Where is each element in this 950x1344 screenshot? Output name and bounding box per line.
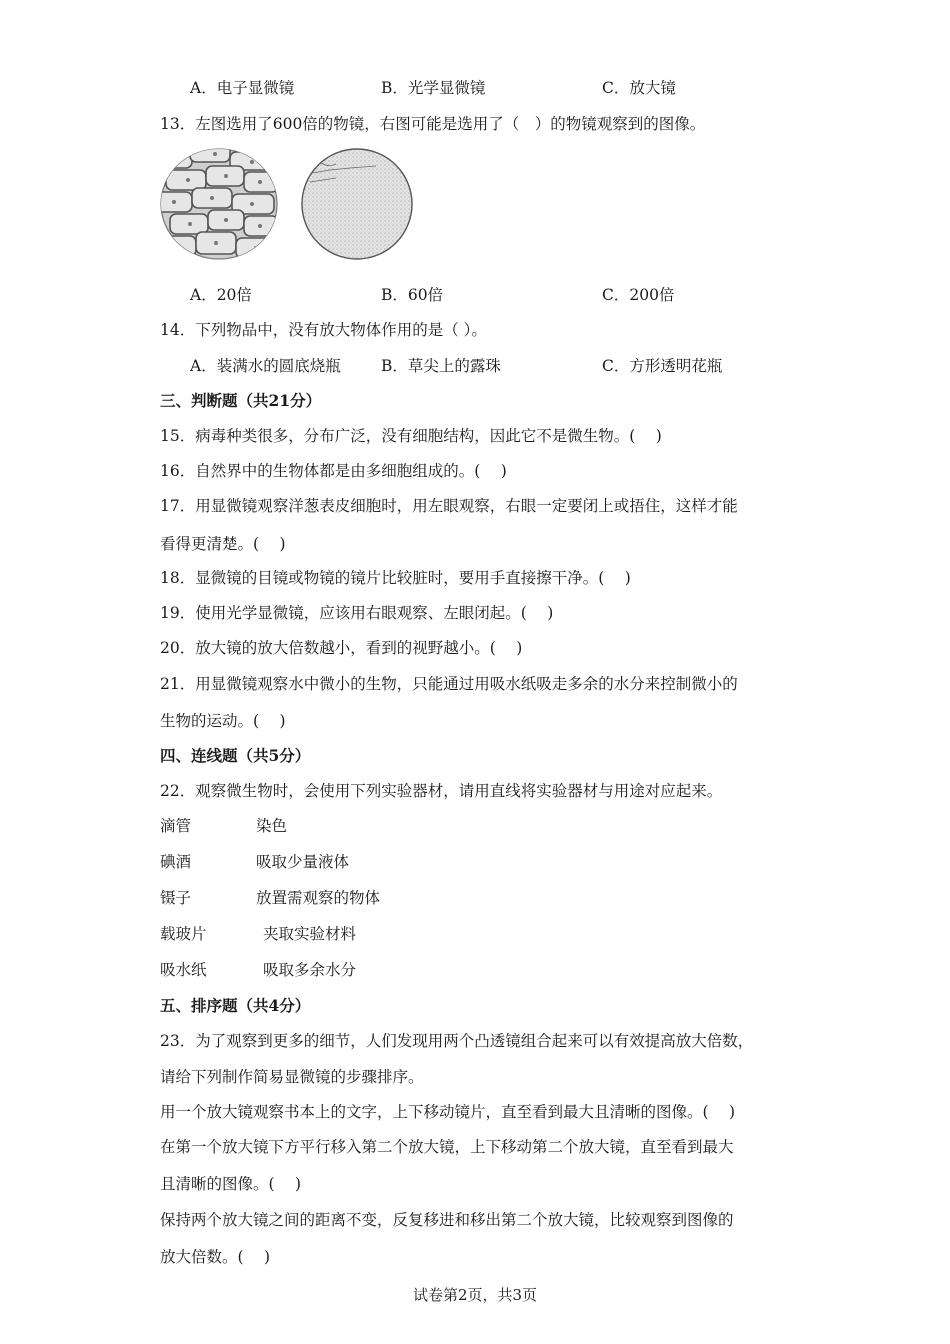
match-item: 镊子 bbox=[160, 889, 192, 907]
match-item: 载玻片 bbox=[160, 925, 207, 943]
section4-heading: 四、连线题（共5分） bbox=[160, 746, 311, 765]
match-use: 放置需观察的物体 bbox=[256, 889, 381, 907]
q21-line1: 21．用显微镜观察水中微小的生物，只能通过用吸水纸吸走多余的水分来控制微小的 bbox=[160, 675, 738, 693]
section3-heading: 三、判断题（共21分） bbox=[160, 391, 322, 410]
q13-option-b: B．60倍 bbox=[381, 286, 444, 304]
q12-option-c: C．放大镜 bbox=[602, 79, 676, 97]
q17-line2: 看得更清楚。( ) bbox=[160, 535, 286, 553]
q15: 15．病毒种类很多，分布广泛，没有细胞结构，因此它不是微生物。( ) bbox=[160, 427, 662, 445]
q23-line2: 请给下列制作简易显微镜的步骤排序。 bbox=[160, 1068, 424, 1086]
q23-step1: 用一个放大镜观察书本上的文字，上下移动镜片，直至看到最大且清晰的图像。( ) bbox=[160, 1103, 736, 1121]
q18: 18．显微镜的目镜或物镜的镜片比较脏时，要用手直接擦干净。( ) bbox=[160, 569, 631, 587]
q14-option-a: A．装满水的圆底烧瓶 bbox=[190, 357, 341, 375]
q21-line2: 生物的运动。( ) bbox=[160, 712, 286, 730]
match-use: 吸取少量液体 bbox=[256, 853, 350, 871]
q23-step2-line2: 且清晰的图像。( ) bbox=[160, 1175, 302, 1193]
match-item: 滴管 bbox=[160, 817, 192, 835]
q23-step3-line1: 保持两个放大镜之间的距离不变，反复移进和移出第二个放大镜，比较观察到图像的 bbox=[160, 1211, 734, 1229]
q14-option-b: B．草尖上的露珠 bbox=[381, 357, 501, 375]
match-item: 碘酒 bbox=[160, 853, 192, 871]
low-magnification-image bbox=[300, 148, 414, 260]
q19: 19．使用光学显微镜，应该用右眼观察、左眼闭起。( ) bbox=[160, 604, 554, 622]
match-item: 吸水纸 bbox=[160, 961, 207, 979]
match-use: 吸取多余水分 bbox=[263, 961, 357, 979]
match-use: 染色 bbox=[256, 817, 288, 835]
q12-option-a: A．电子显微镜 bbox=[190, 79, 295, 97]
q20: 20．放大镜的放大倍数越小，看到的视野越小。( ) bbox=[160, 639, 523, 657]
q23-line1: 23．为了观察到更多的细节，人们发现用两个凸透镜组合起来可以有效提高放大倍数， bbox=[160, 1032, 754, 1050]
q16: 16．自然界中的生物体都是由多细胞组成的。( ) bbox=[160, 462, 507, 480]
match-use: 夹取实验材料 bbox=[263, 925, 357, 943]
q12-option-b: B．光学显微镜 bbox=[381, 79, 486, 97]
page-footer: 试卷第2页，共3页 bbox=[412, 1286, 538, 1304]
q17-line1: 17．用显微镜观察洋葱表皮细胞时，用左眼观察，右眼一定要闭上或捂住，这样才能 bbox=[160, 497, 738, 515]
q22-stem: 22．观察微生物时，会使用下列实验器材，请用直线将实验器材与用途对应起来。 bbox=[160, 782, 723, 800]
q13-option-a: A．20倍 bbox=[190, 286, 252, 304]
onion-cells-image bbox=[160, 148, 278, 260]
q23-step3-line2: 放大倍数。( ) bbox=[160, 1248, 271, 1266]
q13-stem: 13．左图选用了600倍的物镜，右图可能是选用了（ ）的物镜观察到的图像。 bbox=[160, 115, 706, 133]
q13-option-c: C．200倍 bbox=[602, 286, 675, 304]
q14-option-c: C．方形透明花瓶 bbox=[602, 357, 723, 375]
section5-heading: 五、排序题（共4分） bbox=[160, 996, 311, 1015]
q14-stem: 14．下列物品中，没有放大物体作用的是（ ）。 bbox=[160, 321, 487, 339]
q23-step2-line1: 在第一个放大镜下方平行移入第二个放大镜，上下移动第二个放大镜，直至看到最大 bbox=[160, 1138, 734, 1156]
